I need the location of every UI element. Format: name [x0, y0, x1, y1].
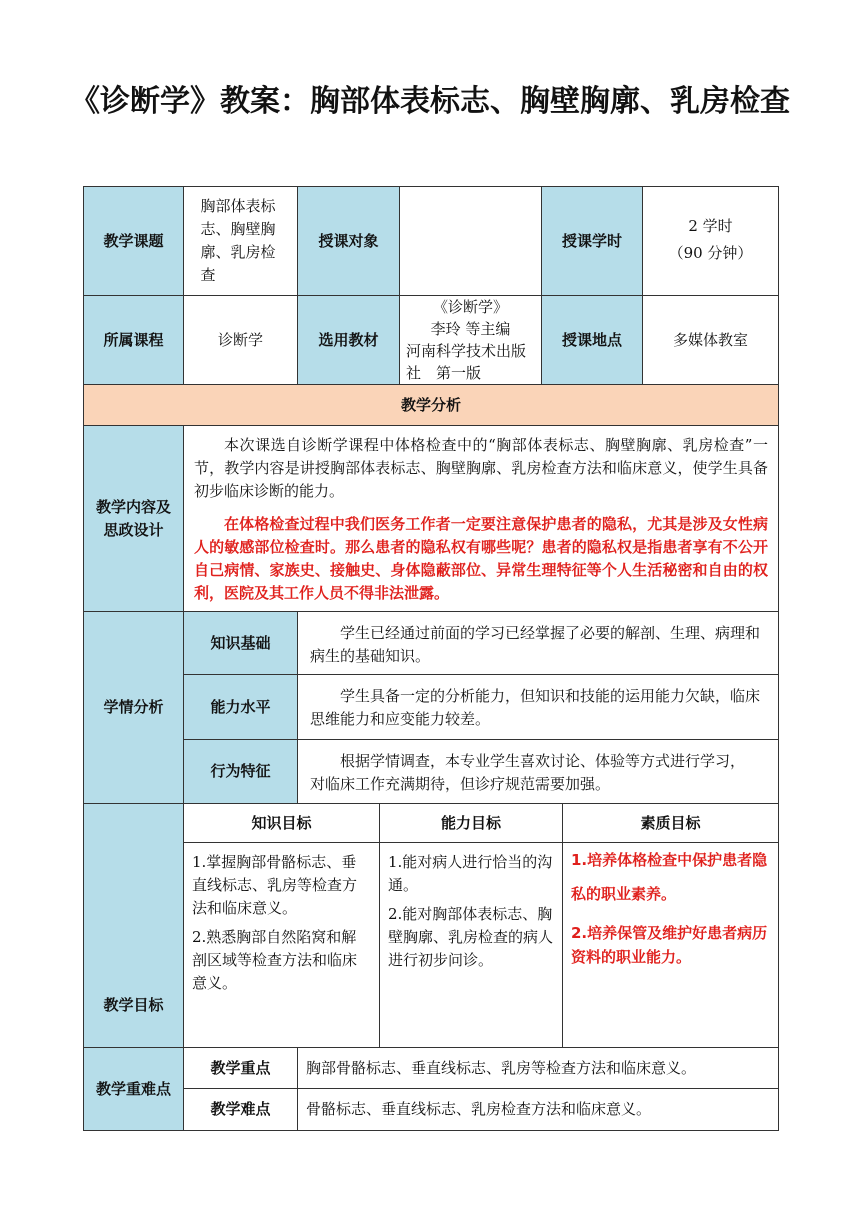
content-design-body [183, 425, 779, 612]
knowledge-objective-item: 2.熟悉胸部自然陷窝和解剖区域等检查方法和临床意义。 [192, 928, 358, 992]
location-value: 多媒体教室 [642, 295, 779, 385]
textbook-value [399, 295, 542, 385]
ability-objective-item: 2.能对胸部体表标志、胸壁胸廓、乳房检查的病人进行初步问诊。 [388, 905, 554, 969]
label-class-hours: 授课学时 [541, 186, 643, 296]
class-hours-line2: （90 分钟） [668, 244, 753, 262]
behavior-traits-text: 根据学情调查，本专业学生喜欢讨论、体验等方式进行学习， 对临床工作充满期待，但诊疗规范需要加强。 [297, 739, 779, 804]
content-paragraph: 本次课选自诊断学课程中体格检查中的“胸部体表标志、胸壁胸廓、乳房检查”一节，教学内容是讲授胸部体表标志、胸壁胸廓、乳房检查方法和临床意义，使学生具备初步临床诊断的能力。 [194, 436, 768, 500]
ability-objectives-list [379, 842, 563, 1048]
analysis-header: 教学分析 [83, 384, 779, 426]
label-course: 所属课程 [83, 295, 184, 385]
label-teaching-objectives: 教学目标 [83, 803, 184, 1048]
label-knowledge-base: 知识基础 [183, 611, 298, 675]
label-content-design [83, 425, 184, 612]
label-difficult-point: 教学难点 [183, 1088, 298, 1131]
ability-objective-item: 1.能对病人进行恰当的沟通。 [388, 853, 553, 894]
label-ability-level: 能力水平 [183, 674, 298, 740]
content-design-label-text: 教学内容及思政设计 [95, 497, 171, 539]
knowledge-objective-item: 1.掌握胸部骨骼标志、垂直线标志、乳房等检查方法和临床意义。 [192, 853, 358, 917]
textbook-line1: 《诊断学》 [432, 298, 508, 316]
label-location: 授课地点 [541, 295, 643, 385]
course-topic-text: 胸部体表标志、胸壁胸廓、乳房检查 [200, 197, 276, 284]
key-point-text: 胸部骨骼标志、垂直线标志、乳房等检查方法和临床意义。 [297, 1047, 779, 1089]
class-hours-line1: 2 学时 [688, 217, 733, 235]
label-key-point: 教学重点 [183, 1047, 298, 1089]
header-quality-objective: 素质目标 [562, 803, 779, 843]
audience-value [399, 186, 542, 296]
knowledge-objectives-list [183, 842, 380, 1048]
knowledge-base-text: 学生已经通过前面的学习已经掌握了必要的解剖、生理、病理和病生的基础知识。 [297, 611, 779, 675]
textbook-line2: 李玲 等主编 [430, 320, 511, 338]
header-knowledge-objective: 知识目标 [183, 803, 380, 843]
class-hours-value [642, 186, 779, 296]
label-audience: 授课对象 [297, 186, 400, 296]
ability-level-text: 学生具备一定的分析能力，但知识和技能的运用能力欠缺，临床思维能力和应变能力较差。 [297, 674, 779, 740]
label-textbook: 选用教材 [297, 295, 400, 385]
label-behavior-traits: 行为特征 [183, 739, 298, 804]
page-title: 《诊断学》教案：胸部体表标志、胸壁胸廓、乳房检查 [70, 84, 790, 119]
course-topic-value [183, 186, 298, 296]
textbook-line3: 河南科学技术出版社 第一版 [406, 342, 527, 382]
course-value: 诊断学 [183, 295, 298, 385]
header-ability-objective: 能力目标 [379, 803, 563, 843]
quality-objectives-list [562, 842, 779, 1048]
label-learner-analysis: 学情分析 [83, 611, 184, 804]
difficult-point-text: 骨骼标志、垂直线标志、乳房检查方法和临床意义。 [297, 1088, 779, 1131]
label-course-topic: 教学课题 [83, 186, 184, 296]
quality-objective-item: 2.培养保管及维护好患者病历资料的职业能力。 [571, 924, 768, 966]
quality-objective-item: 1.培养体格检查中保护患者隐私的职业素养。 [571, 851, 768, 903]
label-key-difficult: 教学重难点 [83, 1047, 184, 1131]
ideology-paragraph: 在体格检查过程中我们医务工作者一定要注意保护患者的隐私，尤其是涉及女性病人的敏感部位检查时。那么患者的隐私权有哪些呢？患者的隐私权是指患者享有不公开自己病情、家族史、接触史、身体隐蔽部位、异常生理特征等个人生活秘密和自由的权利，医院及其工作人员不得非法泄露。 [194, 515, 768, 602]
